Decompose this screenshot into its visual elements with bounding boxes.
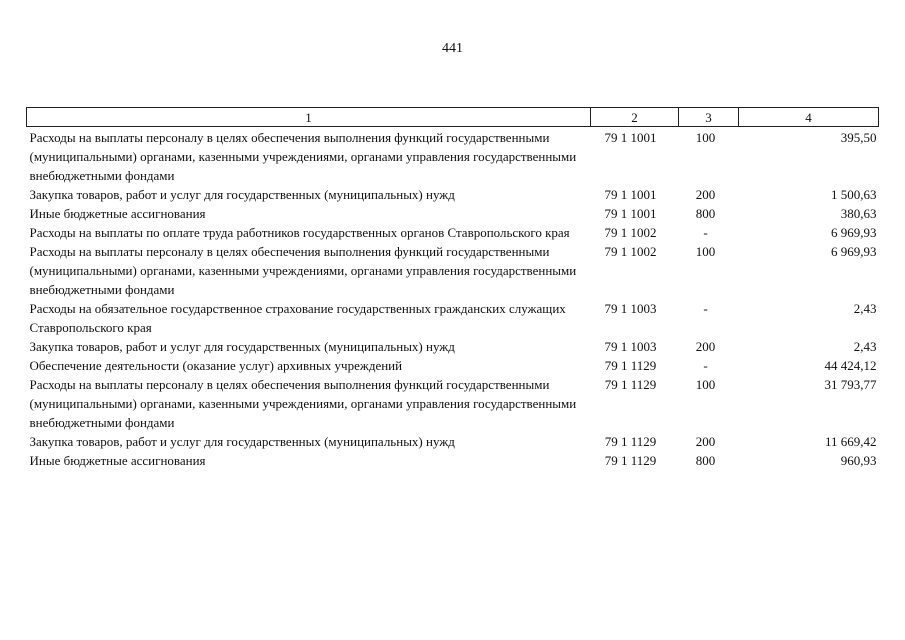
amount: 1 500,63 xyxy=(831,187,877,202)
expense-name: Закупка товаров, работ и услуг для государственных (муниципальных) нужд xyxy=(29,339,455,354)
table-row xyxy=(27,432,879,451)
amount: 380,63 xyxy=(840,206,877,221)
table-row xyxy=(27,356,879,375)
table-row xyxy=(27,375,879,432)
table-row xyxy=(27,337,879,356)
amount: 6 969,93 xyxy=(831,244,877,259)
target-code: 79 1 1001 xyxy=(604,187,657,202)
expense-kind: 800 xyxy=(695,453,716,468)
column-header-4: 4 xyxy=(739,108,879,127)
table-row xyxy=(27,451,879,470)
expense-kind: 100 xyxy=(695,244,716,259)
expense-kind: 200 xyxy=(695,187,716,202)
expense-name: Закупка товаров, работ и услуг для государственных (муниципальных) нужд xyxy=(29,187,455,202)
target-code: 79 1 1002 xyxy=(604,225,657,240)
amount: 395,50 xyxy=(840,130,877,145)
expense-name: Иные бюджетные ассигнования xyxy=(29,206,206,221)
target-code: 79 1 1001 xyxy=(604,206,657,221)
expense-kind: 200 xyxy=(695,339,716,354)
column-header-3: 3 xyxy=(679,108,739,127)
target-code: 79 1 1003 xyxy=(604,339,657,354)
table-row xyxy=(27,127,879,186)
amount: 960,93 xyxy=(840,453,877,468)
amount: 11 669,42 xyxy=(824,434,877,449)
expense-kind: 200 xyxy=(695,434,716,449)
column-header-2: 2 xyxy=(591,108,679,127)
expense-name: Обеспечение деятельности (оказание услуг) архивных учреждений xyxy=(29,358,403,373)
amount: 31 793,77 xyxy=(824,377,877,392)
target-code: 79 1 1129 xyxy=(604,377,657,392)
table-row xyxy=(27,185,879,204)
target-code: 79 1 1002 xyxy=(604,244,657,259)
target-code: 79 1 1003 xyxy=(604,301,657,316)
target-code: 79 1 1001 xyxy=(604,130,657,145)
table-row xyxy=(27,204,879,223)
expense-kind: - xyxy=(703,358,708,373)
target-code: 79 1 1129 xyxy=(604,453,657,468)
table-row xyxy=(27,223,879,242)
expense-name: Расходы на обязательное государственное страхование государственных гражданских служащих Ставропольского края xyxy=(29,301,566,335)
expense-kind: 100 xyxy=(695,130,716,145)
expense-name: Расходы на выплаты персоналу в целях обеспечения выполнения функций государственными (муниципальными) органами, казенными учреждениями, органами управления государственными внебюджетными фондами xyxy=(29,130,577,183)
amount: 6 969,93 xyxy=(831,225,877,240)
page-number: 441 xyxy=(442,41,463,56)
column-header-1: 1 xyxy=(27,108,591,127)
table-row xyxy=(27,242,879,299)
amount: 44 424,12 xyxy=(824,358,877,373)
amount: 2,43 xyxy=(853,301,877,316)
expense-kind: 100 xyxy=(695,377,716,392)
expense-name: Иные бюджетные ассигнования xyxy=(29,453,206,468)
amount: 2,43 xyxy=(853,339,877,354)
expense-name: Расходы на выплаты персоналу в целях обеспечения выполнения функций государственными (муниципальными) органами, казенными учреждениями, органами управления государственными внебюджетными фондами xyxy=(29,377,577,430)
target-code: 79 1 1129 xyxy=(604,358,657,373)
table-header-row xyxy=(27,108,879,127)
expense-name: Расходы на выплаты персоналу в целях обеспечения выполнения функций государственными (муниципальными) органами, казенными учреждениями, органами управления государственными внебюджетными фондами xyxy=(29,244,577,297)
budget-table xyxy=(26,107,879,470)
expense-kind: - xyxy=(703,225,708,240)
expense-name: Закупка товаров, работ и услуг для государственных (муниципальных) нужд xyxy=(29,434,455,449)
target-code: 79 1 1129 xyxy=(604,434,657,449)
table-row xyxy=(27,299,879,337)
expense-kind: 800 xyxy=(695,206,716,221)
expense-kind: - xyxy=(703,301,708,316)
expense-name: Расходы на выплаты по оплате труда работников государственных органов Ставропольского края xyxy=(29,225,570,240)
